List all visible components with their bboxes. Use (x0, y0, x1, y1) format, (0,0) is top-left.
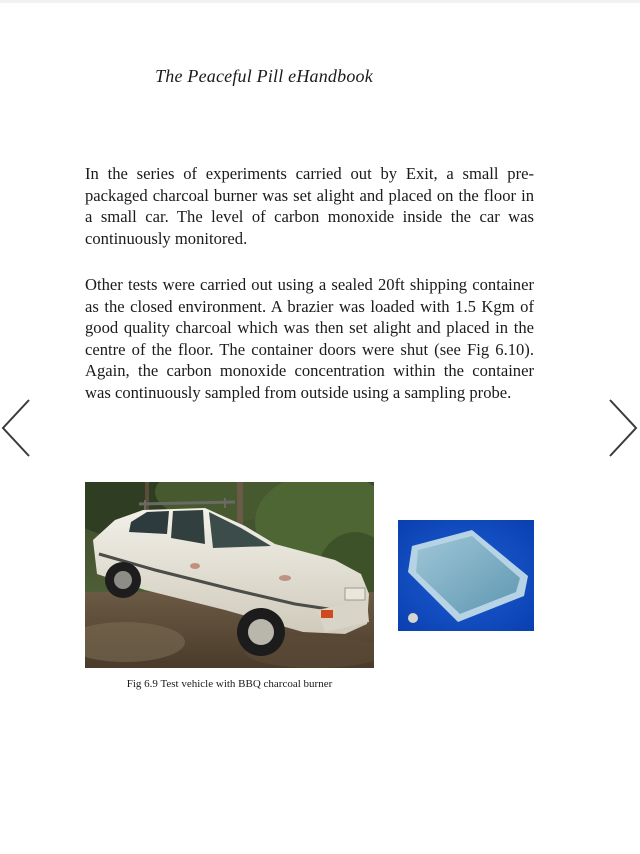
figure-caption: Fig 6.9 Test vehicle with BBQ charcoal burner (126, 678, 333, 690)
chevron-right-icon (607, 398, 639, 458)
charcoal-burner-photo (398, 520, 534, 631)
top-edge (0, 0, 640, 3)
body-paragraph-2: Other tests were carried out using a sealed 20ft shipping container as the closed environment. A brazier was loaded with 1.5 Kgm of good quality charcoal which was then set alight and placed in the centre of the floor. The container doors were shut (see Fig 6.10). Again, the carbon monoxide concentration within the container was continuously sampled from outside using a sampling probe. (85, 275, 534, 402)
next-page-button[interactable] (607, 398, 639, 458)
running-header: The Peaceful Pill eHandbook (155, 66, 373, 86)
test-vehicle-photo (85, 482, 374, 668)
previous-page-button[interactable] (0, 398, 32, 458)
body-paragraph-1: In the series of experiments carried out by Exit, a small pre-packaged charcoal burner was set alight and placed on the floor in a small car. The level of carbon monoxide inside the car was continuously monitored. (85, 164, 534, 248)
chevron-left-icon (0, 398, 32, 458)
